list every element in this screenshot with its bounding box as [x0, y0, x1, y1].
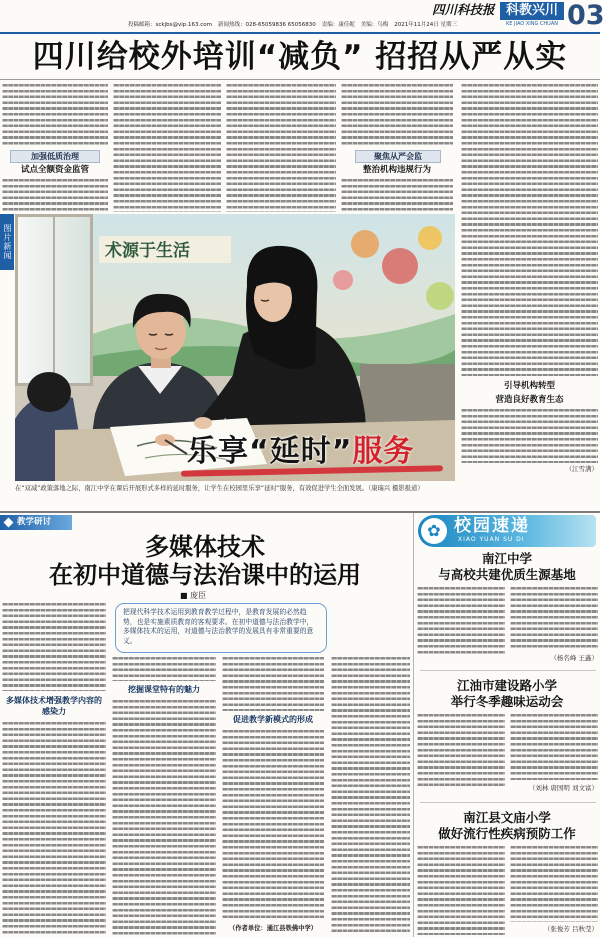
lead-body-col-2 — [113, 84, 221, 212]
designer-credit: 美编：乌梅 — [360, 22, 389, 28]
issue-date: 2021年11月24日 星期三 — [394, 22, 457, 28]
article-abstract: 把现代科学技术运用到教育教学过程中，是教育发展的必然趋势，也是实施素质教育的客观要求。在初中道德与法治教学中，多媒体技术的运用，对道德与法治教学的发展具有非常重要的意义。 — [115, 603, 327, 653]
article-body-col-2a — [112, 657, 216, 681]
campus-news-banner — [418, 515, 596, 547]
editor-credit: 责编：康佳妮 — [321, 22, 355, 28]
photo-overlay-title — [187, 435, 414, 469]
lead-body-col-1b — [2, 179, 108, 211]
lead-body-col-1a — [2, 84, 108, 146]
headline-rule — [0, 79, 600, 80]
article-subhead-1: 多媒体技术增强教学内容的感染力 — [6, 696, 102, 716]
lead-subhead-1: 试点全额资金监管 — [20, 165, 89, 175]
classroom-window — [15, 214, 93, 386]
article-subhead-3: 促进教学新模式的形成 — [233, 715, 313, 724]
news-item-2-body-col-1 — [417, 714, 505, 786]
news-item-3-title-1: 南江县文庙小学 — [463, 810, 551, 825]
lead-subhead-box-2: 聚焦从严会监 — [355, 150, 441, 163]
column-rule — [413, 513, 414, 937]
teaching-research-tag — [0, 515, 72, 530]
article-body-col-1b — [2, 722, 106, 935]
news-item-2-title-2: 举行冬季趣味运动会 — [450, 694, 564, 709]
news-item-3-title-2: 做好流行性疾病预防工作 — [438, 826, 576, 841]
news-item-1-title-2: 与高校共建优质生源基地 — [438, 567, 576, 582]
section-title-en: KE JIAO XING CHUAN — [505, 21, 558, 27]
article-subhead-2: 挖掘课堂特有的魅力 — [128, 685, 200, 694]
backdrop-slogan: 术源于生活 — [105, 241, 190, 261]
header-rule — [0, 32, 600, 34]
article-body-col-3b — [222, 730, 324, 920]
campus-news-title: 校园速递 — [454, 516, 530, 536]
article-body-col-1a — [2, 603, 106, 691]
article-body-col-3a — [222, 657, 324, 711]
article-byline: ■ 庞臣 — [180, 591, 207, 600]
section-title-box: 科教兴川 — [500, 2, 564, 20]
section-divider — [0, 511, 600, 513]
photo-caption-text: 在“双减”政策落地之际，南江中学在课后开展形式多样的延时服务，让学生在校园里乐享“延时”服务，有效促进学生全面发展。 — [15, 485, 369, 492]
lead-subhead-2: 整治机构违规行为 — [362, 165, 431, 175]
news-separator — [420, 670, 596, 671]
lead-subhead-3a: 引导机构转型 — [503, 381, 555, 391]
header-info-bar — [128, 21, 498, 30]
lead-body-col-4b — [341, 179, 453, 211]
overlay-word-extended: “延时” — [249, 434, 353, 469]
lead-headline: 四川给校外培训“减负” 招招从严从实 — [32, 39, 568, 75]
newspaper-logo: 四川科技报 — [432, 2, 495, 17]
article-body-col-4 — [331, 657, 410, 935]
lead-body-col-3 — [226, 84, 336, 212]
news-item-1-title-1: 南江中学 — [481, 551, 532, 566]
flower-emblem-icon: ✿ — [421, 518, 447, 544]
news-item-2-byline: （刘林 唐国明 刘文富） — [528, 784, 598, 792]
lead-byline: （江雪满） — [565, 465, 598, 473]
lead-body-col-5b — [461, 409, 598, 463]
photo-credit: （康瑞兴 摄影报道） — [368, 485, 424, 492]
article-title-line-2: 在初中道德与法治课中的运用 — [49, 561, 361, 589]
news-separator — [420, 802, 596, 803]
news-item-3-body-col-2 — [510, 846, 598, 922]
lead-body-col-4a — [341, 84, 453, 146]
news-item-2-body-col-2 — [510, 714, 598, 780]
lead-body-col-5a — [461, 84, 598, 376]
news-photo — [15, 214, 455, 481]
news-item-1-body-col-2 — [510, 587, 598, 651]
news-item-1-body-col-1 — [417, 587, 505, 655]
news-item-1-byline: （杨名峰 王鑫） — [550, 654, 598, 662]
teaching-research-tag-text: 教学研讨 — [17, 517, 52, 527]
article-title-line-1: 多媒体技术 — [145, 533, 265, 561]
article-body-col-2b — [112, 700, 216, 935]
campus-news-title-en: XIAO YUAN SU DI — [458, 536, 525, 543]
lead-subhead-3b: 营造良好教育生态 — [495, 395, 564, 405]
news-item-2-title-1: 江油市建设路小学 — [456, 678, 557, 693]
lead-subhead-box-1: 加强低质治理 — [10, 150, 100, 163]
photo-news-tag: 图片新闻 — [0, 214, 14, 270]
page-number: 03 — [567, 0, 605, 31]
label-marker-icon — [4, 518, 14, 528]
overlay-word-enjoy: 乐享 — [187, 434, 249, 469]
news-hotline: 新闻热线：028-65059836 65056830 — [217, 22, 316, 28]
news-item-3-body-col-1 — [417, 846, 505, 935]
news-item-3-byline: （张俊芳 吕秋莹） — [543, 925, 598, 933]
article-author-unit: （作者单位：通江县铁佛中学） — [228, 925, 318, 932]
overlay-word-service: 服务 — [352, 434, 415, 469]
photo-caption — [15, 484, 455, 493]
submission-email: 投稿邮箱：sckjbs@vip.163.com — [128, 22, 212, 28]
